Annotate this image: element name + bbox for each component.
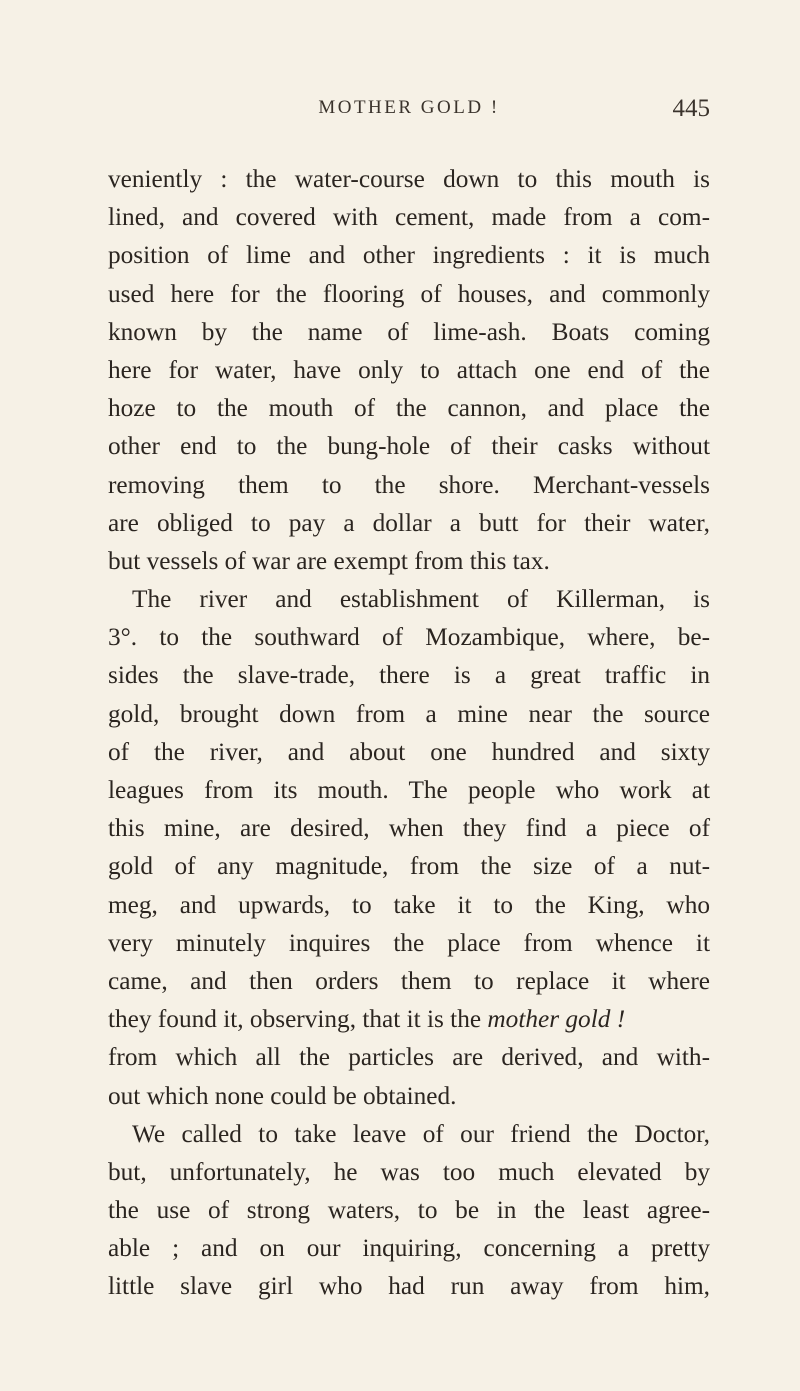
text-line-with-italic bbox=[108, 1000, 710, 1038]
text-line: out which none could be obtained. bbox=[108, 1081, 457, 1110]
text-line: removing them to the shore. Merchant-vessels bbox=[108, 470, 710, 499]
text-line: meg, and upwards, to take it to the King, who bbox=[108, 890, 710, 919]
page-number: 445 bbox=[672, 95, 710, 122]
running-head bbox=[108, 97, 710, 127]
text-line: other end to the bung-hole of their casks without bbox=[108, 432, 710, 461]
text-line: gold of any magnitude, from the size of a nut- bbox=[108, 852, 710, 881]
text-line: 3°. to the southward of Mozambique, where, be- bbox=[108, 623, 710, 652]
text-line: but vessels of war are exempt from this tax. bbox=[108, 546, 550, 575]
text-line: of the river, and about one hundred and sixty bbox=[108, 737, 710, 766]
text-line: but, unfortunately, he was too much elevated by bbox=[108, 1157, 710, 1186]
text-line: this mine, are desired, when they find a piece of bbox=[108, 814, 710, 843]
text-line: very minutely inquires the place from whence it bbox=[108, 928, 710, 957]
text-line: known by the name of lime-ash. Boats coming bbox=[108, 317, 710, 346]
text-line: came, and then orders them to replace it where bbox=[108, 966, 710, 995]
text-line: position of lime and other ingredients : it is much bbox=[108, 241, 710, 270]
text-line: gold, brought down from a mine near the source bbox=[108, 699, 710, 728]
running-title: MOTHER GOLD ! bbox=[318, 97, 500, 118]
text-line: leagues from its mouth. The people who work at bbox=[108, 776, 710, 804]
text-line: little slave girl who had run away from him, bbox=[108, 1272, 710, 1301]
text-line: veniently : the water-course down to this mouth is bbox=[108, 165, 710, 193]
italic-phrase: mother gold ! bbox=[487, 1005, 626, 1034]
text-line: used here for the flooring of houses, and commonly bbox=[108, 279, 710, 308]
text-line: here for water, have only to attach one end of the bbox=[108, 355, 710, 384]
text-segment: they found it, observing, that it is the bbox=[108, 1005, 488, 1034]
paragraph-start-line: We called to take leave of our friend the Doctor, bbox=[132, 1119, 710, 1148]
text-line: the use of strong waters, to be in the least agree- bbox=[108, 1196, 710, 1225]
text-line: lined, and covered with cement, made from a com- bbox=[108, 203, 710, 232]
text-line: are obliged to pay a dollar a butt for their water, bbox=[108, 508, 710, 537]
text-line: from which all the particles are derived, and with- bbox=[108, 1043, 710, 1072]
text-line: hoze to the mouth of the cannon, and place the bbox=[108, 394, 710, 423]
paragraph-start-line: The river and establishment of Killerman, is bbox=[132, 585, 710, 614]
body-text bbox=[108, 160, 710, 1306]
text-line: sides the slave-trade, there is a great traffic in bbox=[108, 661, 710, 690]
text-line: able ; and on our inquiring, concerning a pretty bbox=[108, 1234, 710, 1263]
